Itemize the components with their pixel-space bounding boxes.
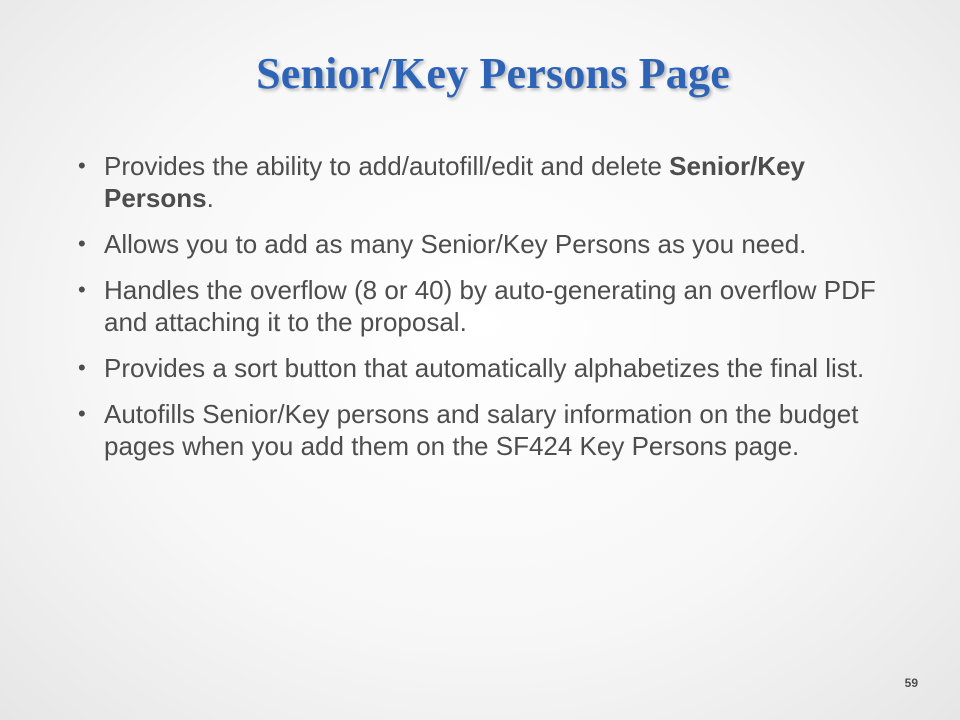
bullet-item-4	[78, 352, 908, 384]
page-number: 59	[904, 676, 918, 690]
bullet-icon: •	[78, 231, 86, 256]
bullet-icon: •	[78, 153, 86, 178]
bullet-text: Handles the overflow (8 or 40) by auto-generating an overflow PDF and attaching it to the proposal.	[104, 275, 876, 337]
bullet-item-5	[78, 398, 908, 462]
bullet-icon: •	[78, 355, 86, 380]
bullet-text: Allows you to add as many Senior/Key Persons as you need.	[104, 229, 807, 259]
slide-title: Senior/Key Persons Page	[256, 49, 730, 98]
bullet-item-3	[78, 274, 908, 338]
bullet-text: Provides a sort button that automatically alphabetizes the final list.	[104, 353, 865, 383]
bullet-text: Autofills Senior/Key persons and salary information on the budget pages when you add them on the SF424 Key Persons page.	[104, 399, 859, 461]
bullet-bold-term: Senior/Key Persons	[104, 151, 805, 213]
bullet-text-part: Provides the ability to add/autofill/edit and delete	[104, 151, 670, 181]
bullet-icon: •	[78, 401, 86, 426]
bullet-text-part: .	[206, 183, 214, 213]
bullet-list	[78, 150, 908, 476]
bullet-icon: •	[78, 277, 86, 302]
bullet-item-2	[78, 228, 908, 260]
bullet-item-1	[78, 150, 908, 214]
